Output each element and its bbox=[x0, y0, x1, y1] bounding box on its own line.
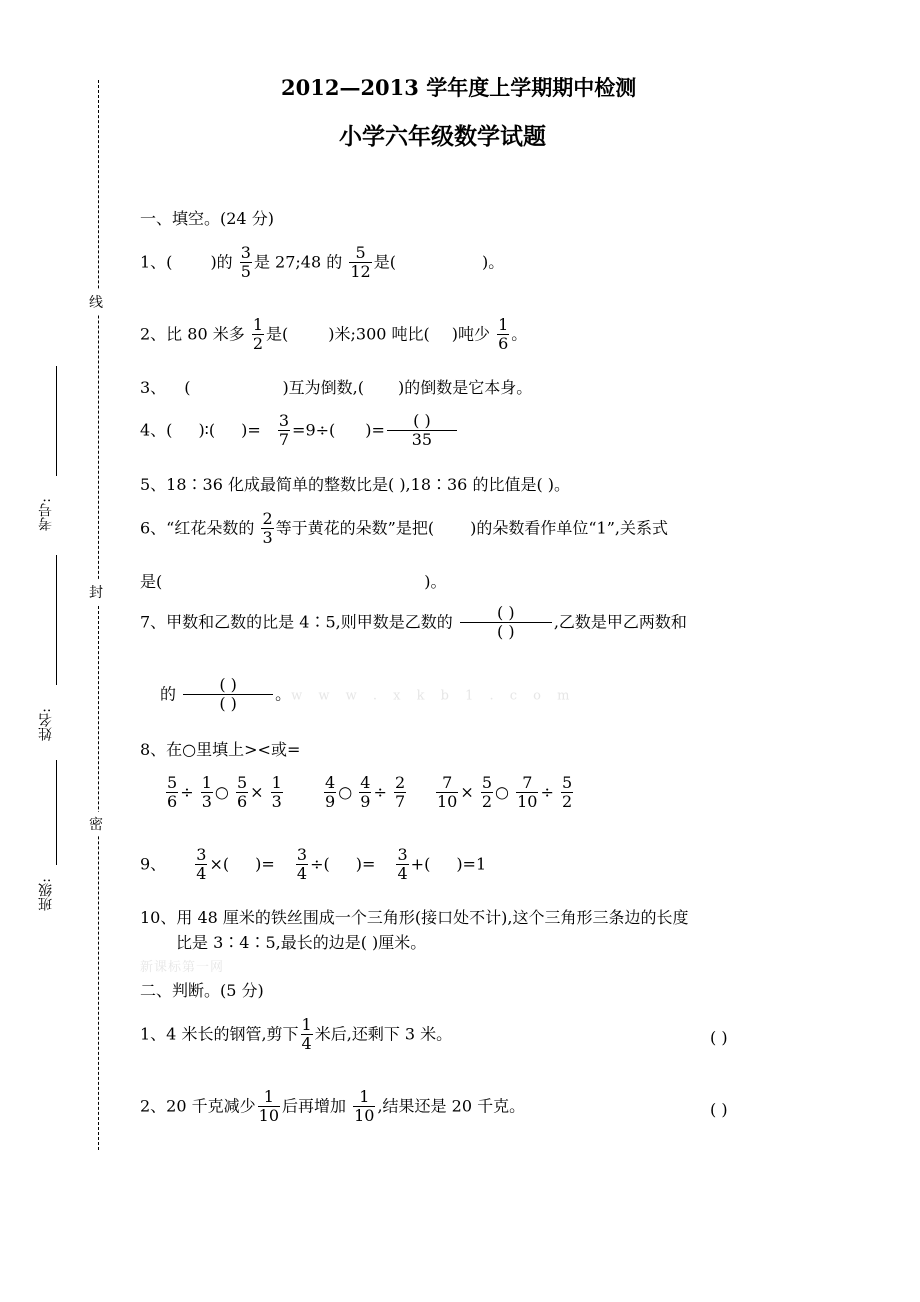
operator: × bbox=[460, 782, 474, 802]
fraction bbox=[166, 774, 178, 812]
binding-word-mi: 密 bbox=[89, 812, 103, 836]
numerator: 1 bbox=[271, 773, 282, 792]
q6-text-e: )。 bbox=[424, 572, 447, 591]
q9-text-a: 9、 bbox=[140, 854, 167, 874]
denominator: ( ) bbox=[219, 694, 237, 714]
q2-text-b: 是( bbox=[266, 324, 289, 344]
q9-text-f: +( bbox=[410, 854, 431, 874]
field-label-class: 班级: bbox=[38, 878, 54, 911]
numerator: 7 bbox=[516, 774, 538, 793]
q1-text-e: )。 bbox=[481, 252, 505, 272]
fraction bbox=[436, 774, 458, 812]
denominator: 2 bbox=[481, 792, 493, 812]
q9-fraction-1 bbox=[195, 846, 207, 884]
operator: × bbox=[250, 782, 264, 802]
q6-text-d: 是( bbox=[140, 572, 163, 591]
denominator: ( ) bbox=[497, 622, 515, 642]
watermark-text-2: 新课标第一网 bbox=[140, 960, 225, 975]
q2-fraction-2 bbox=[497, 316, 509, 354]
fraction bbox=[481, 774, 493, 812]
judge-answer-2[interactable]: ( ) bbox=[710, 1100, 728, 1119]
binding-word-feng: 封 bbox=[89, 580, 103, 604]
j2-text-b: 后再增加 bbox=[282, 1096, 347, 1116]
denominator: 10 bbox=[258, 1106, 279, 1126]
q4-text-c: )= bbox=[241, 420, 261, 440]
numerator: 3 bbox=[278, 411, 290, 430]
q6-text-c: )的朵数看作单位“1”,关系式 bbox=[470, 518, 668, 538]
q9-fraction-3 bbox=[396, 846, 408, 884]
q6-text-a: 6、“红花朵数的 bbox=[140, 518, 255, 538]
q1-text-b: )的 bbox=[210, 252, 233, 272]
question-6 bbox=[140, 510, 668, 548]
denominator: 7 bbox=[394, 792, 406, 812]
q7-fraction-2 bbox=[183, 676, 273, 714]
numerator: 2 bbox=[262, 509, 273, 528]
numerator: 1 bbox=[301, 1015, 312, 1034]
denominator: 3 bbox=[262, 528, 273, 548]
q1-text-a: 1、( bbox=[140, 252, 173, 272]
denominator: 5 bbox=[240, 262, 251, 282]
numerator: 5 bbox=[561, 773, 573, 792]
question-5: 5、18∶36 化成最简单的整数比是( ),18∶36 的比值是( )。 bbox=[140, 475, 571, 494]
judge-question-1 bbox=[140, 1016, 452, 1054]
denominator: 10 bbox=[437, 792, 458, 812]
q8-group-1 bbox=[164, 774, 285, 812]
question-8-heading: 8、在○里填上><或= bbox=[140, 740, 301, 759]
q2-text-d: )吨少 bbox=[451, 324, 491, 344]
j1-text-b: 米后,还剩下 3 米。 bbox=[314, 1024, 453, 1044]
numerator: 5 bbox=[167, 773, 178, 792]
field-label-name: 姓名: bbox=[38, 708, 54, 741]
question-1 bbox=[140, 244, 504, 282]
numerator: 3 bbox=[397, 845, 408, 864]
j1-text-a: 1、4 米长的钢管,剪下 bbox=[140, 1024, 299, 1044]
fraction bbox=[201, 774, 213, 812]
numerator: 7 bbox=[436, 774, 458, 793]
q4-text-b: )∶( bbox=[198, 420, 216, 440]
q3-text-d: )的倒数是它本身。 bbox=[398, 378, 533, 397]
numerator: 3 bbox=[296, 845, 308, 864]
compare-circle[interactable]: ○ bbox=[338, 782, 353, 802]
q6-fraction bbox=[261, 510, 273, 548]
q2-text-a: 2、比 80 米多 bbox=[140, 324, 245, 344]
q1-fraction-2 bbox=[349, 244, 371, 282]
judge-answer-1[interactable]: ( ) bbox=[710, 1028, 728, 1047]
q9-text-c: )= bbox=[255, 854, 275, 874]
q7-fraction-1 bbox=[460, 604, 552, 642]
judge-question-2 bbox=[140, 1088, 525, 1126]
question-7-line-2 bbox=[160, 676, 575, 714]
question-9 bbox=[140, 846, 486, 884]
denominator: 4 bbox=[397, 864, 408, 884]
denominator: 10 bbox=[517, 792, 538, 812]
q3-text-a: 3、 bbox=[140, 378, 167, 397]
j2-fraction-1 bbox=[258, 1088, 280, 1126]
denominator: 3 bbox=[271, 792, 282, 812]
q7-text-b: ,乙数是甲乙两数和 bbox=[553, 612, 687, 632]
denominator: 4 bbox=[301, 1034, 312, 1054]
q3-text-c: )互为倒数,( bbox=[282, 378, 365, 397]
q8-group-2 bbox=[322, 774, 408, 812]
numerator: 5 bbox=[349, 244, 371, 263]
j1-fraction bbox=[301, 1016, 313, 1054]
j2-fraction-2 bbox=[353, 1088, 375, 1126]
denominator: 35 bbox=[411, 430, 433, 450]
title-line-2: 小学六年级数学试题 bbox=[339, 123, 546, 150]
q2-text-c: )米;300 吨比( bbox=[328, 324, 430, 344]
q9-text-g: )=1 bbox=[456, 854, 487, 874]
q8-group-3 bbox=[434, 774, 575, 812]
section-1-heading: 一、填空。(24 分) bbox=[140, 209, 274, 228]
fraction bbox=[516, 774, 538, 812]
q4-fraction-blank bbox=[387, 412, 457, 450]
fraction bbox=[324, 774, 336, 812]
q9-text-d: ÷( bbox=[310, 854, 330, 874]
question-2 bbox=[140, 316, 527, 354]
numerator: 4 bbox=[360, 773, 371, 792]
operator: ÷ bbox=[373, 782, 387, 802]
denominator: 10 bbox=[354, 1106, 375, 1126]
question-7 bbox=[140, 604, 687, 642]
q2-text-e: 。 bbox=[511, 324, 528, 344]
question-3 bbox=[140, 375, 532, 398]
q4-text-a: 4、( bbox=[140, 420, 173, 440]
q1-text-d: 是( bbox=[373, 252, 396, 272]
denominator: 7 bbox=[278, 430, 290, 450]
numerator: 3 bbox=[196, 845, 207, 864]
denominator: 4 bbox=[196, 864, 207, 884]
numerator: 1 bbox=[201, 773, 212, 792]
q7-text-c: 的 bbox=[160, 684, 177, 704]
q6-text-b: 等于黄花的朵数”是把( bbox=[275, 518, 435, 538]
numerator: 1 bbox=[258, 1088, 280, 1107]
fraction bbox=[271, 774, 283, 812]
denominator: 4 bbox=[296, 864, 308, 884]
denominator: 2 bbox=[561, 792, 573, 812]
numerator: 2 bbox=[394, 773, 406, 792]
numerator: ( ) bbox=[387, 412, 457, 431]
denominator: 9 bbox=[325, 792, 336, 812]
q4-fraction bbox=[278, 412, 290, 450]
denominator: 12 bbox=[350, 262, 371, 282]
denominator: 2 bbox=[252, 334, 263, 354]
q2-fraction-1 bbox=[252, 316, 264, 354]
section-2-heading: 二、判断。(5 分) bbox=[140, 981, 264, 1000]
field-line-exam-number[interactable] bbox=[56, 366, 57, 476]
compare-circle[interactable]: ○ bbox=[214, 782, 229, 802]
numerator: 4 bbox=[325, 773, 336, 792]
numerator: ( ) bbox=[183, 676, 273, 695]
denominator: 6 bbox=[167, 792, 178, 812]
field-label-exam-number: 考号: bbox=[38, 498, 54, 531]
denominator: 6 bbox=[498, 334, 509, 354]
j2-text-c: ,结果还是 20 千克。 bbox=[377, 1096, 526, 1116]
q9-fraction-2 bbox=[296, 846, 308, 884]
q3-text-b: ( bbox=[184, 378, 191, 397]
fraction bbox=[561, 774, 573, 812]
watermark-text: w w w . x k b 1 . c o m bbox=[291, 688, 576, 704]
numerator: 3 bbox=[240, 243, 251, 262]
denominator: 6 bbox=[236, 792, 248, 812]
question-6-line-2 bbox=[140, 569, 447, 592]
q1-fraction-1 bbox=[240, 244, 252, 282]
numerator: 5 bbox=[481, 773, 493, 792]
compare-circle[interactable]: ○ bbox=[495, 782, 510, 802]
field-line-name[interactable] bbox=[56, 555, 57, 685]
title-line-1: 2012—2013 学年度上学期期中检测 bbox=[281, 75, 637, 100]
binding-dashed-line bbox=[98, 80, 99, 1150]
question-4 bbox=[140, 412, 459, 450]
numerator: 1 bbox=[252, 315, 263, 334]
operator: ÷ bbox=[540, 782, 554, 802]
q9-text-b: ×( bbox=[209, 854, 230, 874]
field-line-class[interactable] bbox=[56, 760, 57, 865]
question-10-line-1: 10、用 48 厘米的铁丝围成一个三角形(接口处不计),这个三角形三条边的长度 bbox=[140, 908, 689, 927]
operator: ÷ bbox=[180, 782, 194, 802]
numerator: ( ) bbox=[460, 604, 552, 623]
fraction bbox=[359, 774, 371, 812]
j2-text-a: 2、20 千克减少 bbox=[140, 1096, 256, 1116]
denominator: 3 bbox=[201, 792, 212, 812]
fraction bbox=[236, 774, 248, 812]
fraction bbox=[394, 774, 406, 812]
numerator: 1 bbox=[498, 315, 509, 334]
q9-text-e: )= bbox=[355, 854, 376, 874]
q7-text-d: 。 bbox=[275, 684, 292, 704]
q7-text-a: 7、甲数和乙数的比是 4∶5,则甲数是乙数的 bbox=[140, 612, 453, 632]
denominator: 9 bbox=[360, 792, 371, 812]
numerator: 5 bbox=[236, 773, 248, 792]
numerator: 1 bbox=[353, 1088, 375, 1107]
binding-word-xian: 线 bbox=[89, 290, 103, 314]
q1-text-c: 是 27;48 的 bbox=[253, 252, 343, 272]
q4-text-d: =9÷( bbox=[292, 420, 336, 440]
q4-text-e: )= bbox=[365, 420, 385, 440]
question-10-line-2: 比是 3∶4∶5,最长的边是( )厘米。 bbox=[176, 933, 427, 952]
